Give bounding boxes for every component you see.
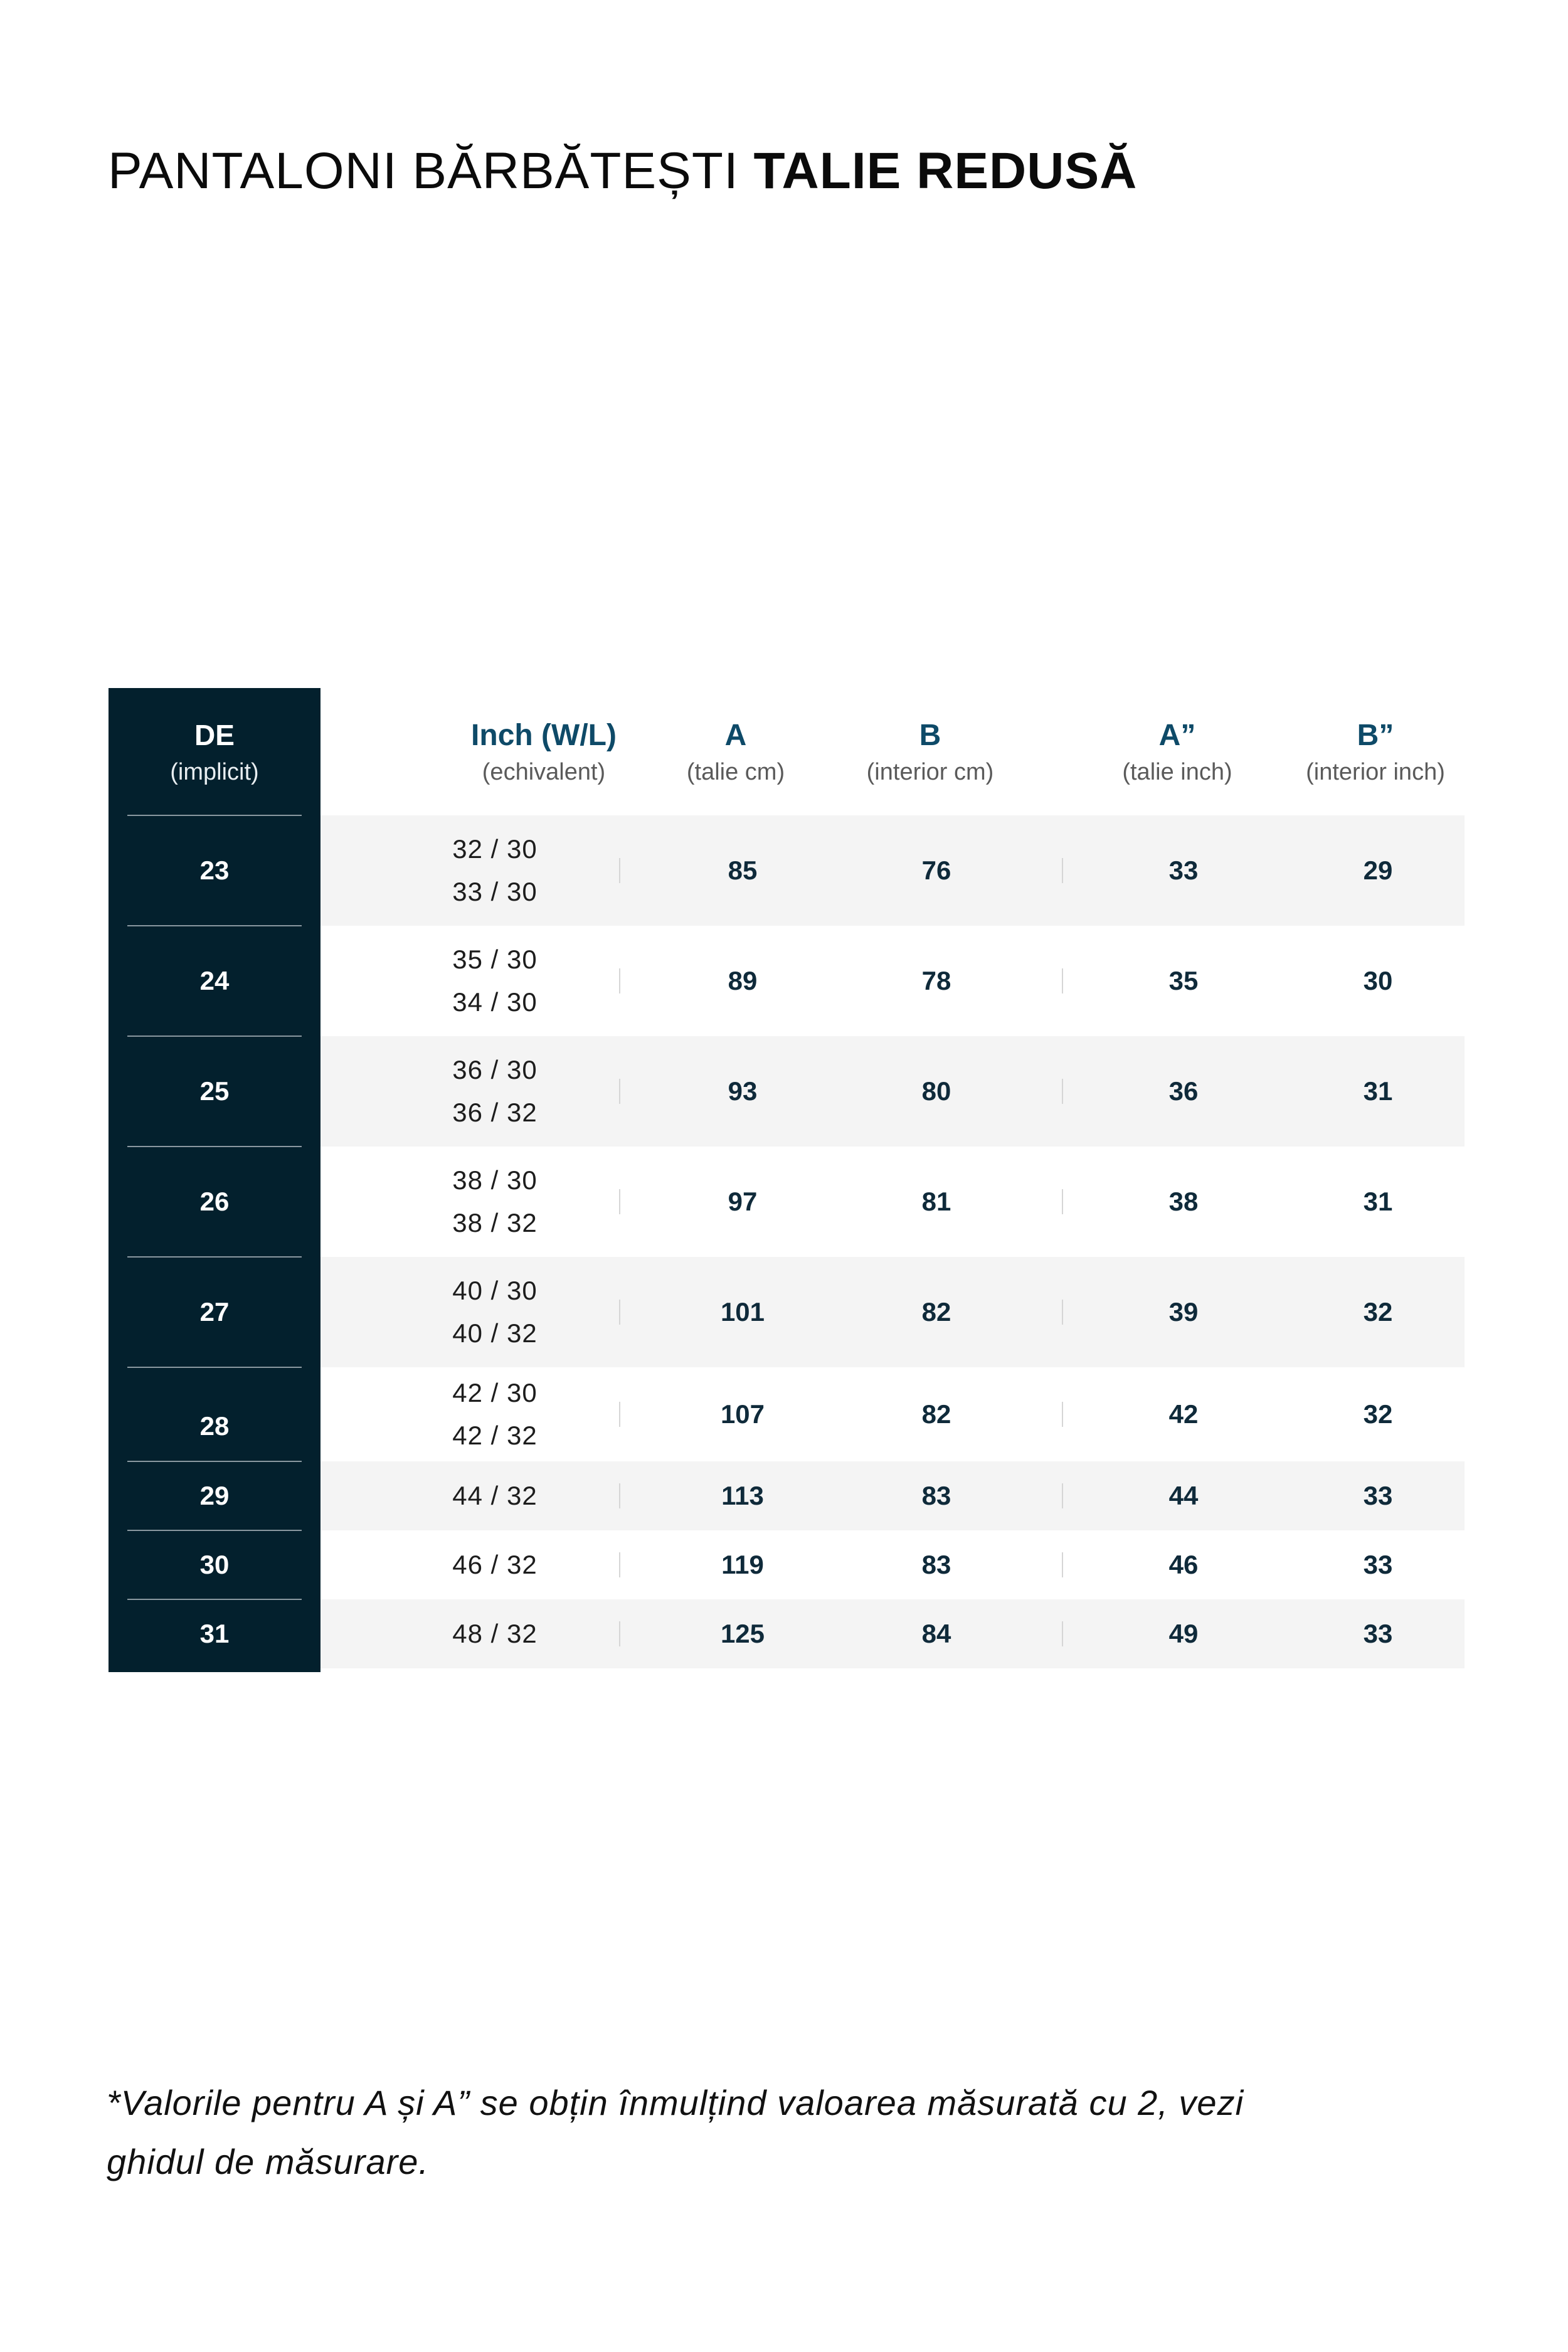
column-header-de	[109, 688, 320, 815]
inch-wl-value: 36 / 30	[452, 1055, 538, 1084]
de-size-cell	[109, 1147, 320, 1257]
a-waist-cm-value: 93	[728, 1076, 758, 1106]
column-separator	[1062, 858, 1063, 883]
column-header-b-inch-subtitle: (interior inch)	[1306, 759, 1445, 785]
b-inseam-inch-value: 30	[1363, 966, 1393, 995]
a-waist-cm-value: 85	[728, 856, 758, 885]
a-waist-cm-value: 113	[721, 1481, 764, 1510]
column-header-a-inch-title: A”	[1158, 719, 1196, 752]
b-inseam-cm-value: 76	[921, 856, 951, 885]
de-size-cell	[109, 1599, 320, 1668]
a-waist-inch-value: 36	[1168, 1076, 1199, 1106]
column-separator	[619, 1189, 620, 1214]
a-waist-inch-value: 49	[1168, 1619, 1199, 1648]
column-separator	[619, 858, 620, 883]
de-size-cell	[109, 1461, 320, 1530]
a-waist-cm-value: 97	[728, 1187, 758, 1216]
column-separator	[1062, 1552, 1063, 1577]
column-separator	[1062, 1621, 1063, 1646]
a-waist-cm-value: 125	[720, 1619, 765, 1648]
de-size-column	[109, 688, 320, 1672]
column-separator	[1062, 1300, 1063, 1325]
inch-wl-value: 40 / 32	[452, 1318, 538, 1348]
page-title-bold: TALIE REDUSĂ	[753, 142, 1138, 199]
de-size-cell	[109, 1036, 320, 1147]
size-chart-table	[109, 688, 1465, 1672]
column-separator	[1062, 968, 1063, 993]
b-inseam-cm-value: 83	[921, 1481, 951, 1510]
de-size-value: 26	[199, 1187, 230, 1216]
column-header-b	[836, 688, 1024, 815]
de-size-value: 23	[199, 856, 230, 885]
a-waist-cm-value: 107	[720, 1399, 765, 1429]
a-waist-inch-value: 39	[1168, 1297, 1199, 1327]
de-size-cell	[109, 926, 320, 1036]
column-header-inch-subtitle: (echivalent)	[482, 759, 606, 785]
inch-wl-value: 48 / 32	[452, 1619, 538, 1648]
column-header-inch-title: Inch (W/L)	[471, 719, 617, 752]
inch-wl-value: 38 / 30	[452, 1165, 538, 1195]
de-size-value: 28	[199, 1411, 230, 1441]
a-waist-inch-value: 44	[1168, 1481, 1199, 1510]
column-header-b-inch-title: B”	[1357, 719, 1394, 752]
a-waist-cm-value: 101	[720, 1297, 765, 1327]
column-separator	[619, 968, 620, 993]
column-header-de-subtitle: (implicit)	[170, 759, 259, 785]
column-header-a-subtitle: (talie cm)	[686, 759, 785, 785]
b-inseam-cm-value: 84	[921, 1619, 951, 1648]
de-size-value: 24	[199, 966, 230, 995]
column-separator	[1062, 1402, 1063, 1427]
footnote-line-2: ghidul de măsurare.	[107, 2142, 429, 2181]
de-size-value: 31	[199, 1619, 230, 1648]
de-size-cell	[109, 1367, 320, 1461]
footnote-line-1: *Valorile pentru A și A” se obțin înmulțind valoarea măsurată cu 2, vezi	[107, 2083, 1244, 2122]
column-header-b-inch	[1275, 688, 1476, 815]
inch-wl-value: 44 / 32	[452, 1481, 538, 1510]
inch-wl-value: 33 / 30	[452, 877, 538, 906]
b-inseam-inch-value: 32	[1363, 1297, 1393, 1327]
a-waist-cm-value: 119	[721, 1550, 764, 1579]
inch-wl-value: 35 / 30	[452, 945, 538, 974]
b-inseam-inch-value: 29	[1363, 856, 1393, 885]
de-size-value: 29	[199, 1481, 230, 1510]
a-waist-inch-value: 46	[1168, 1550, 1199, 1579]
column-header-b-title: B	[919, 719, 941, 752]
b-inseam-cm-value: 82	[921, 1399, 951, 1429]
inch-wl-value: 38 / 32	[452, 1208, 538, 1237]
page-title	[108, 142, 1138, 199]
a-waist-inch-value: 35	[1168, 966, 1199, 995]
column-separator	[1062, 1079, 1063, 1104]
b-inseam-inch-value: 33	[1363, 1481, 1393, 1510]
column-separator	[619, 1079, 620, 1104]
b-inseam-inch-value: 33	[1363, 1619, 1393, 1648]
column-header-b-subtitle: (interior cm)	[866, 759, 994, 785]
b-inseam-cm-value: 82	[921, 1297, 951, 1327]
de-size-value: 25	[199, 1076, 230, 1106]
b-inseam-inch-value: 33	[1363, 1550, 1393, 1579]
column-header-inch	[406, 688, 682, 815]
a-waist-inch-value: 42	[1168, 1399, 1199, 1429]
de-size-cell	[109, 1530, 320, 1599]
column-header-a-inch-subtitle: (talie inch)	[1122, 759, 1232, 785]
column-header-a-title: A	[724, 719, 747, 752]
a-waist-inch-value: 33	[1168, 856, 1199, 885]
column-separator	[619, 1552, 620, 1577]
b-inseam-cm-value: 80	[921, 1076, 951, 1106]
inch-wl-value: 36 / 32	[452, 1098, 538, 1127]
inch-wl-value: 40 / 30	[452, 1276, 538, 1305]
column-separator	[1062, 1189, 1063, 1214]
de-size-value: 30	[199, 1550, 230, 1579]
b-inseam-cm-value: 81	[921, 1187, 951, 1216]
a-waist-cm-value: 89	[728, 966, 758, 995]
footnote	[107, 2074, 1486, 2191]
b-inseam-inch-value: 32	[1363, 1399, 1393, 1429]
page-title-light: PANTALONI BĂRBĂTEȘTI	[108, 142, 739, 199]
a-waist-inch-value: 38	[1168, 1187, 1199, 1216]
column-separator	[1062, 1483, 1063, 1508]
column-header-a	[642, 688, 830, 815]
b-inseam-cm-value: 78	[921, 966, 951, 995]
de-size-cell	[109, 815, 320, 926]
inch-wl-value: 46 / 32	[452, 1550, 538, 1579]
b-inseam-inch-value: 31	[1363, 1187, 1393, 1216]
inch-wl-value: 42 / 32	[452, 1421, 538, 1450]
inch-wl-value: 34 / 30	[452, 987, 538, 1017]
b-inseam-inch-value: 31	[1363, 1076, 1393, 1106]
column-header-a-inch	[1083, 688, 1271, 815]
column-separator	[619, 1402, 620, 1427]
column-separator	[619, 1621, 620, 1646]
b-inseam-cm-value: 83	[921, 1550, 951, 1579]
column-separator	[619, 1483, 620, 1508]
column-separator	[619, 1300, 620, 1325]
de-size-value: 27	[199, 1297, 230, 1327]
inch-wl-value: 42 / 30	[452, 1378, 538, 1407]
column-header-de-title: DE	[194, 719, 235, 751]
de-size-cell	[109, 1257, 320, 1367]
inch-wl-value: 32 / 30	[452, 834, 538, 864]
